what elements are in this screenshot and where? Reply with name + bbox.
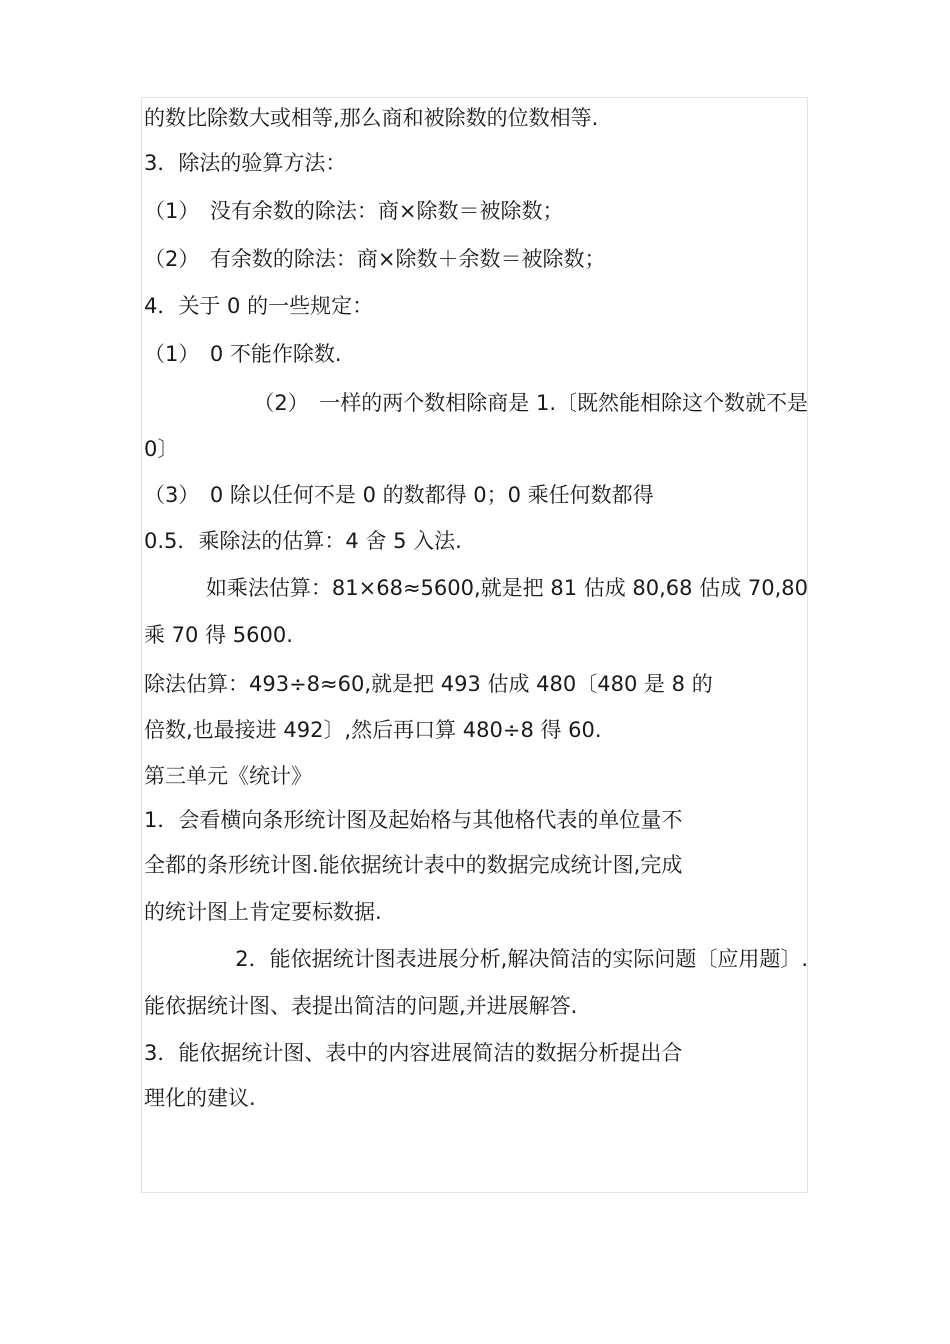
text-line: 的数比除数大或相等,那么商和被除数的位数相等. xyxy=(144,106,599,130)
text-line: 倍数,也最接进 492〕,然后再口算 480÷8 得 60. xyxy=(144,718,602,742)
text-line: 理化的建议. xyxy=(144,1086,256,1110)
text-line: 的统计图上肯定要标数据. xyxy=(144,900,382,924)
text-line: 4．关于 0 的一些规定： xyxy=(144,294,374,318)
text-line: 1．会看横向条形统计图及起始格与其他格代表的单位量不 xyxy=(144,808,683,832)
text-line: （3） 0 除以任何不是 0 的数都得 0；0 乘任何数都得 xyxy=(144,483,654,507)
text-line: 如乘法估算：81×68≈5600,就是把 81 估成 80,68 估成 70,80 xyxy=(205,576,808,600)
text-line: 0.5．乘除法的估算：4 舍 5 入法. xyxy=(144,529,462,553)
text-line: 3．除法的验算方法： xyxy=(144,151,347,175)
text-line: 全都的条形统计图.能依据统计表中的数据完成统计图,完成 xyxy=(144,853,683,877)
text-line: 2．能依据统计图表进展分析,解决简洁的实际问题〔应用题〕. xyxy=(235,947,808,971)
text-line: 能依据统计图、表提出简洁的问题,并进展解答. xyxy=(144,994,578,1018)
text-line: （2） 有余数的除法：商×除数＋余数＝被除数； xyxy=(144,247,606,271)
section-heading: 第三单元《统计》 xyxy=(144,764,312,788)
text-line: 3．能依据统计图、表中的内容进展简洁的数据分析提出合 xyxy=(144,1041,683,1065)
text-line: 除法估算：493÷8≈60,就是把 493 估成 480〔480 是 8 的 xyxy=(144,672,713,696)
text-line: （1） 0 不能作除数. xyxy=(144,342,342,366)
text-line: （1） 没有余数的除法：商×除数＝被除数； xyxy=(144,199,564,223)
text-line: （2） 一样的两个数相除商是 1.〔既然能相除这个数就不是 xyxy=(253,391,808,415)
text-line: 乘 70 得 5600. xyxy=(144,623,293,647)
text-line: 0〕 xyxy=(144,437,179,461)
